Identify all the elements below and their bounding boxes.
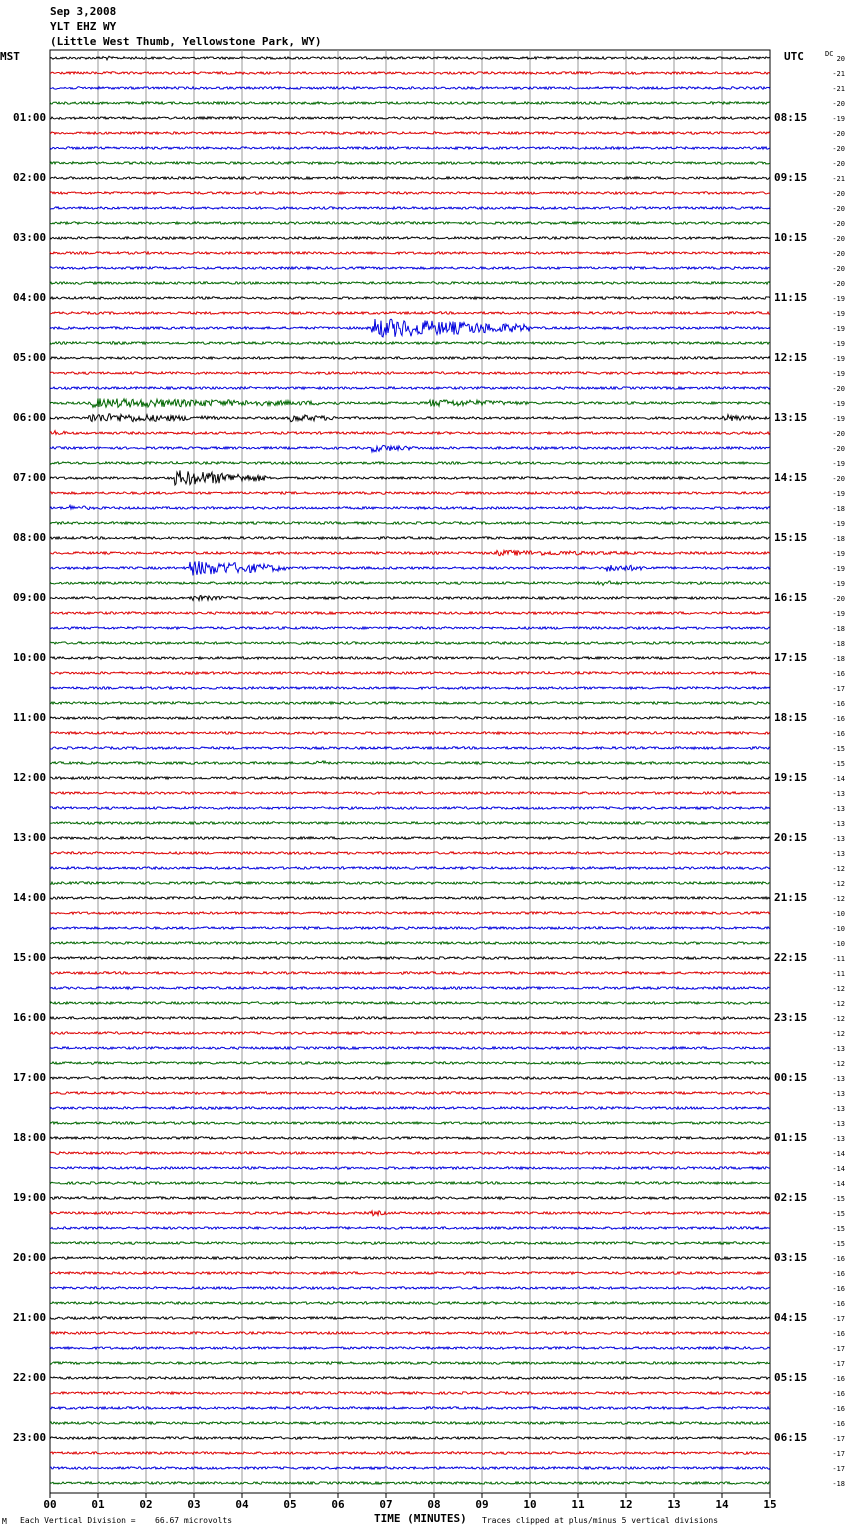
left-hour-label: 12:00: [13, 771, 47, 784]
x-tick-label: 14: [715, 1498, 729, 1511]
left-hour-label: 01:00: [13, 111, 47, 124]
right-hour-label: 11:15: [774, 291, 808, 304]
dc-offset-value: -15: [832, 1195, 845, 1203]
seismic-trace: [50, 192, 770, 194]
dc-offset-value: -15: [832, 1225, 845, 1233]
dc-offset-value: -16: [832, 1270, 845, 1278]
dc-offset-value: -13: [832, 835, 845, 843]
right-hour-label: 23:15: [774, 1011, 808, 1024]
seismic-trace: [50, 132, 770, 134]
dc-offset-value: -13: [832, 820, 845, 828]
seismic-trace: [50, 1107, 770, 1109]
dc-offset-value: -13: [832, 1045, 845, 1053]
seismic-trace: [50, 237, 770, 239]
right-hour-label: 14:15: [774, 471, 808, 484]
right-hour-label: 13:15: [774, 411, 808, 424]
left-hour-label: 15:00: [13, 951, 47, 964]
seismic-trace: [50, 1272, 770, 1274]
dc-offset-value: -20: [832, 160, 845, 168]
dc-offset-value: -20: [832, 445, 845, 453]
seismic-trace: [50, 1257, 770, 1259]
dc-offset-value: -17: [832, 1360, 845, 1368]
dc-offset-value: -17: [832, 685, 845, 693]
dc-offset-value: -19: [832, 565, 845, 573]
dc-offset-value: -19: [832, 520, 845, 528]
seismic-trace: [50, 319, 770, 337]
dc-offset-value: -15: [832, 1210, 845, 1218]
seismic-trace: [50, 927, 770, 929]
seismic-trace: [50, 1422, 770, 1424]
seismic-trace: [50, 672, 770, 674]
seismic-trace: [50, 987, 770, 989]
dc-offset-value: -19: [832, 400, 845, 408]
seismic-trace: [50, 1122, 770, 1124]
seismic-trace: [50, 147, 770, 149]
x-tick-label: 10: [523, 1498, 537, 1511]
dc-offset-value: -16: [832, 1390, 845, 1398]
dc-offset-value: -14: [832, 1165, 845, 1173]
scale-label: Each Vertical Division =: [20, 1516, 136, 1525]
seismic-trace: [50, 1137, 770, 1139]
dc-offset-value: -16: [832, 1375, 845, 1383]
seismic-trace: [50, 1002, 770, 1004]
seismic-trace: [50, 807, 770, 809]
seismic-trace: [50, 837, 770, 839]
dc-offset-value: -19: [832, 460, 845, 468]
dc-offset-value: -16: [832, 715, 845, 723]
left-hour-label: 09:00: [13, 591, 47, 604]
dc-offset-value: -13: [832, 850, 845, 858]
dc-offset-value: -12: [832, 1030, 845, 1038]
seismic-trace: [50, 267, 770, 269]
seismic-trace: [50, 87, 770, 89]
x-tick-label: 13: [667, 1498, 681, 1511]
dc-offset-value: -20: [832, 130, 845, 138]
right-hour-label: 19:15: [774, 771, 808, 784]
seismic-trace: [50, 117, 770, 119]
right-hour-label: 05:15: [774, 1371, 808, 1384]
x-tick-label: 00: [43, 1498, 57, 1511]
dc-offset-value: -15: [832, 1240, 845, 1248]
left-hour-label: 17:00: [13, 1071, 47, 1084]
dc-offset-value: -13: [832, 1105, 845, 1113]
right-hour-label: 02:15: [774, 1191, 808, 1204]
dc-offset-value: -13: [832, 1120, 845, 1128]
seismic-trace: [50, 222, 770, 224]
dc-offset-value: -20: [832, 235, 845, 243]
seismic-trace: [50, 357, 770, 359]
right-hour-label: 22:15: [774, 951, 808, 964]
dc-offset-value: -19: [832, 355, 845, 363]
seismic-trace: [50, 1332, 770, 1334]
x-tick-label: 05: [283, 1498, 297, 1511]
seismic-trace: [50, 972, 770, 974]
dc-offset-value: -18: [832, 655, 845, 663]
dc-offset-value: -19: [832, 340, 845, 348]
station-location: (Little West Thumb, Yellowstone Park, WY): [50, 35, 322, 48]
right-hour-label: 01:15: [774, 1131, 808, 1144]
dc-offset-value: -17: [832, 1435, 845, 1443]
station-code: YLT EHZ WY: [50, 20, 117, 33]
seismic-trace: [50, 642, 770, 644]
dc-offset-value: -16: [832, 730, 845, 738]
left-hour-label: 06:00: [13, 411, 47, 424]
left-hour-label: 05:00: [13, 351, 47, 364]
seismic-trace: [50, 505, 770, 509]
dc-offset-value: -20: [832, 595, 845, 603]
dc-offset-value: -13: [832, 1090, 845, 1098]
seismic-trace: [50, 1407, 770, 1409]
dc-offset-value: -13: [832, 1135, 845, 1143]
dc-offset-value: -20: [832, 475, 845, 483]
right-hour-label: 06:15: [774, 1431, 808, 1444]
dc-offset-value: -19: [832, 490, 845, 498]
dc-offset-value: -19: [832, 115, 845, 123]
seismic-trace: [50, 72, 770, 74]
dc-offset-value: -13: [832, 790, 845, 798]
dc-offset-value: -12: [832, 1015, 845, 1023]
dc-offset-value: -12: [832, 1060, 845, 1068]
right-hour-label: 09:15: [774, 171, 808, 184]
seismic-trace: [50, 1242, 770, 1244]
record-date: Sep 3,2008: [50, 5, 117, 18]
left-hour-label: 13:00: [13, 831, 47, 844]
seismic-trace: [50, 372, 770, 374]
dc-offset-value: -15: [832, 745, 845, 753]
seismic-trace: [50, 1032, 770, 1034]
x-tick-label: 15: [763, 1498, 777, 1511]
seismic-trace: [50, 792, 770, 794]
seismic-trace: [50, 470, 770, 485]
x-tick-label: 01: [91, 1498, 105, 1511]
dc-offset-value: -10: [832, 925, 845, 933]
seismic-trace: [50, 732, 770, 734]
seismic-trace: [50, 1062, 770, 1064]
seismic-trace: [50, 1377, 770, 1379]
right-hour-label: 03:15: [774, 1251, 808, 1264]
x-tick-label: 04: [235, 1498, 249, 1511]
dc-offset-value: -14: [832, 1150, 845, 1158]
seismic-trace: [50, 431, 770, 435]
dc-offset-value: -12: [832, 1000, 845, 1008]
dc-offset-value: -20: [832, 190, 845, 198]
seismic-trace: [50, 882, 770, 884]
seismic-trace: [50, 1167, 770, 1169]
seismic-trace: [50, 912, 770, 914]
right-hour-label: 15:15: [774, 531, 808, 544]
x-tick-label: 02: [139, 1498, 153, 1511]
right-timezone-label: UTC: [784, 50, 804, 63]
seismic-trace: [50, 1152, 770, 1154]
x-tick-label: 09: [475, 1498, 489, 1511]
seismic-trace: [50, 282, 770, 284]
x-tick-label: 08: [427, 1498, 441, 1511]
seismic-trace: [50, 1392, 770, 1394]
left-hour-label: 16:00: [13, 1011, 47, 1024]
dc-offset-value: -20: [832, 280, 845, 288]
dc-offset-value: -20: [832, 265, 845, 273]
right-hour-label: 18:15: [774, 711, 808, 724]
seismic-trace: [50, 297, 770, 299]
right-hour-label: 00:15: [774, 1071, 808, 1084]
dc-offset-value: -20: [832, 145, 845, 153]
dc-offset-value: -18: [832, 1480, 845, 1488]
left-hour-label: 04:00: [13, 291, 47, 304]
seismic-trace: [50, 1047, 770, 1049]
x-tick-label: 07: [379, 1498, 393, 1511]
right-hour-label: 08:15: [774, 111, 808, 124]
dc-offset-label: DC: [825, 50, 834, 58]
dc-offset-value: -11: [832, 955, 845, 963]
seismic-trace: [50, 1227, 770, 1229]
dc-offset-value: -16: [832, 1285, 845, 1293]
seismic-trace: [50, 627, 770, 629]
seismic-trace: [50, 822, 770, 824]
dc-offset-value: -18: [832, 535, 845, 543]
seismic-trace: [50, 550, 770, 555]
left-hour-label: 18:00: [13, 1131, 47, 1144]
seismic-trace: [50, 561, 770, 575]
x-tick-label: 06: [331, 1498, 345, 1511]
dc-offset-value: -20: [832, 385, 845, 393]
dc-offset-value: -13: [832, 805, 845, 813]
seismic-trace: [50, 1467, 770, 1469]
left-hour-label: 02:00: [13, 171, 47, 184]
left-hour-label: 11:00: [13, 711, 47, 724]
dc-offset-value: -19: [832, 310, 845, 318]
seismic-trace: [50, 387, 770, 389]
dc-offset-value: -20: [832, 430, 845, 438]
seismic-trace: [50, 414, 770, 422]
seismic-trace: [50, 1197, 770, 1199]
seismic-trace: [50, 957, 770, 959]
dc-offset-value: -14: [832, 775, 845, 783]
dc-offset-value: -16: [832, 1255, 845, 1263]
left-hour-label: 03:00: [13, 231, 47, 244]
dc-offset-value: -17: [832, 1345, 845, 1353]
dc-offset-value: -16: [832, 670, 845, 678]
seismic-trace: [50, 1317, 770, 1319]
seismic-trace: [50, 761, 770, 764]
seismic-trace: [50, 777, 770, 779]
seismic-trace: [50, 398, 770, 407]
plot-frame: [50, 50, 770, 1493]
dc-offset-value: -19: [832, 415, 845, 423]
dc-offset-value: -19: [832, 610, 845, 618]
footer-mark: M: [2, 1517, 7, 1526]
seismic-trace: [50, 867, 770, 869]
dc-offset-value: -20: [832, 220, 845, 228]
seismic-trace: [50, 1437, 770, 1439]
dc-offset-value: -17: [832, 1315, 845, 1323]
seismic-trace: [50, 177, 770, 179]
seismic-trace: [50, 1362, 770, 1364]
seismic-trace: [50, 56, 770, 60]
dc-offset-value: -16: [832, 1300, 845, 1308]
seismic-trace: [50, 207, 770, 209]
seismic-trace: [50, 1211, 770, 1216]
seismic-trace: [50, 162, 770, 164]
dc-offset-value: -18: [832, 640, 845, 648]
right-hour-label: 17:15: [774, 651, 808, 664]
seismic-trace: [50, 102, 770, 104]
seismic-trace: [50, 1182, 770, 1184]
dc-offset-value: -13: [832, 1075, 845, 1083]
right-hour-label: 04:15: [774, 1311, 808, 1324]
dc-offset-value: -19: [832, 550, 845, 558]
seismic-trace: [50, 252, 770, 254]
dc-offset-value: 20: [836, 55, 845, 63]
seismic-trace: [50, 612, 770, 614]
left-hour-label: 08:00: [13, 531, 47, 544]
seismic-trace: [50, 492, 770, 494]
seismic-trace: [50, 702, 770, 704]
dc-offset-value: -16: [832, 1420, 845, 1428]
seismic-trace: [50, 581, 770, 585]
scale-value: 66.67 microvolts: [155, 1516, 233, 1525]
left-hour-label: 10:00: [13, 651, 47, 664]
dc-offset-value: -20: [832, 250, 845, 258]
seismic-trace: [50, 717, 770, 719]
seismic-trace: [50, 897, 770, 899]
dc-offset-value: -17: [832, 1450, 845, 1458]
seismic-trace: [50, 1092, 770, 1094]
x-tick-label: 11: [571, 1498, 585, 1511]
seismic-trace: [50, 1287, 770, 1289]
seismic-trace: [50, 596, 770, 601]
right-hour-label: 12:15: [774, 351, 808, 364]
left-hour-label: 14:00: [13, 891, 47, 904]
seismic-trace: [50, 462, 770, 464]
dc-offset-value: -12: [832, 865, 845, 873]
left-timezone-label: MST: [0, 50, 20, 63]
seismic-trace: [50, 942, 770, 944]
seismic-trace: [50, 1077, 770, 1079]
dc-offset-value: -19: [832, 370, 845, 378]
seismic-trace: [50, 312, 770, 314]
seismic-trace: [50, 1017, 770, 1019]
left-hour-label: 20:00: [13, 1251, 47, 1264]
seismic-trace: [50, 687, 770, 689]
right-hour-label: 16:15: [774, 591, 808, 604]
left-hour-label: 21:00: [13, 1311, 47, 1324]
x-tick-label: 12: [619, 1498, 633, 1511]
left-hour-label: 23:00: [13, 1431, 47, 1444]
dc-offset-value: -21: [832, 175, 845, 183]
dc-offset-value: -10: [832, 940, 845, 948]
seismic-trace: [50, 1347, 770, 1349]
dc-offset-value: -19: [832, 580, 845, 588]
seismic-trace: [50, 747, 770, 749]
seismic-trace: [50, 1302, 770, 1304]
dc-offset-value: -11: [832, 970, 845, 978]
seismic-trace: [50, 852, 770, 854]
dc-offset-value: -20: [832, 205, 845, 213]
dc-offset-value: -19: [832, 295, 845, 303]
dc-offset-value: -19: [832, 325, 845, 333]
dc-offset-value: -16: [832, 700, 845, 708]
seismic-trace: [50, 1482, 770, 1484]
seismic-trace: [50, 1452, 770, 1454]
seismic-trace: [50, 342, 770, 345]
dc-offset-value: -20: [832, 100, 845, 108]
dc-offset-value: -12: [832, 895, 845, 903]
dc-offset-value: -10: [832, 910, 845, 918]
dc-offset-value: -21: [832, 85, 845, 93]
seismic-trace: [50, 537, 770, 539]
dc-offset-value: -18: [832, 505, 845, 513]
dc-offset-value: -14: [832, 1180, 845, 1188]
left-hour-label: 19:00: [13, 1191, 47, 1204]
clip-note: Traces clipped at plus/minus 5 vertical divisions: [482, 1516, 719, 1525]
seismic-trace: [50, 657, 770, 659]
dc-offset-value: -15: [832, 760, 845, 768]
seismic-trace: [50, 522, 770, 524]
dc-offset-value: -12: [832, 985, 845, 993]
dc-offset-value: -21: [832, 70, 845, 78]
x-axis-label: TIME (MINUTES): [374, 1512, 467, 1525]
dc-offset-value: -16: [832, 1405, 845, 1413]
dc-offset-value: -12: [832, 880, 845, 888]
x-tick-label: 03: [187, 1498, 201, 1511]
left-hour-label: 07:00: [13, 471, 47, 484]
left-hour-label: 22:00: [13, 1371, 47, 1384]
right-hour-label: 10:15: [774, 231, 808, 244]
dc-offset-value: -18: [832, 625, 845, 633]
seismic-trace: [50, 445, 770, 452]
right-hour-label: 21:15: [774, 891, 808, 904]
dc-offset-value: -17: [832, 1465, 845, 1473]
right-hour-label: 20:15: [774, 831, 808, 844]
dc-offset-value: -16: [832, 1330, 845, 1338]
